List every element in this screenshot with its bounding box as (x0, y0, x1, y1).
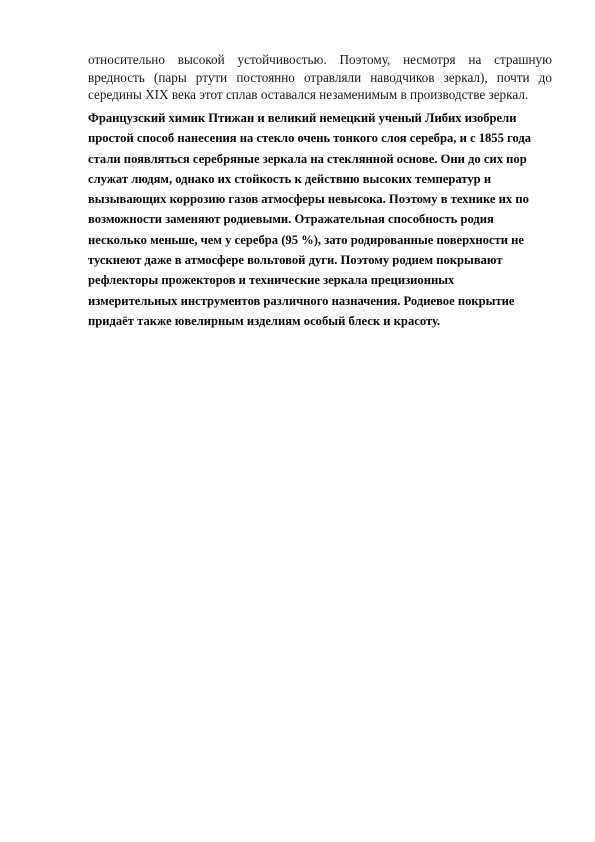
text-line: тускнеют даже в атмосфере вольтовой дуги. Поэтому родием покрывают (88, 253, 503, 268)
text-line: возможности заменяют родиевыми. Отражательная способность родия (88, 212, 494, 227)
text-line: относительно высокой устойчивостью. Поэтому, несмотря на страшную (88, 52, 552, 67)
text-line: Французский химик Птижан и великий немецкий ученый Либих изобрели (88, 111, 517, 125)
text-line: середины XIX века этот сплав оставался незаменимым в производстве зеркал. (88, 87, 529, 102)
text-line: измерительных инструментов различного назначения. Родиевое покрытие (88, 293, 515, 308)
text-line: придаёт также ювелирным изделиям особый блеск и красоту. (88, 313, 441, 328)
text-line: служат людям, однако их стойкость к действию высоких температур и (88, 171, 492, 186)
text-line: простой способ нанесения на стекло очень тонкого слоя серебра, и с 1855 года (88, 131, 532, 146)
paragraph-mercury-amalgam (88, 51, 552, 104)
text-line: несколько меньше, чем у серебра (95 %), зато родированные поверхности не (88, 232, 524, 247)
text-line: стали появляться серебряные зеркала на стеклянной основе. Они до сих пор (88, 151, 527, 166)
text-line: вредность (пары ртути постоянно отравляли наводчиков зеркал), почти до (88, 69, 552, 85)
text-line: вызывающих коррозию газов атмосферы невысока. Поэтому в технике их по (88, 192, 529, 207)
paragraph-silver-rhodium-mirrors (88, 108, 558, 331)
text-line: рефлекторы прожекторов и технические зеркала прецизионных (88, 273, 455, 288)
